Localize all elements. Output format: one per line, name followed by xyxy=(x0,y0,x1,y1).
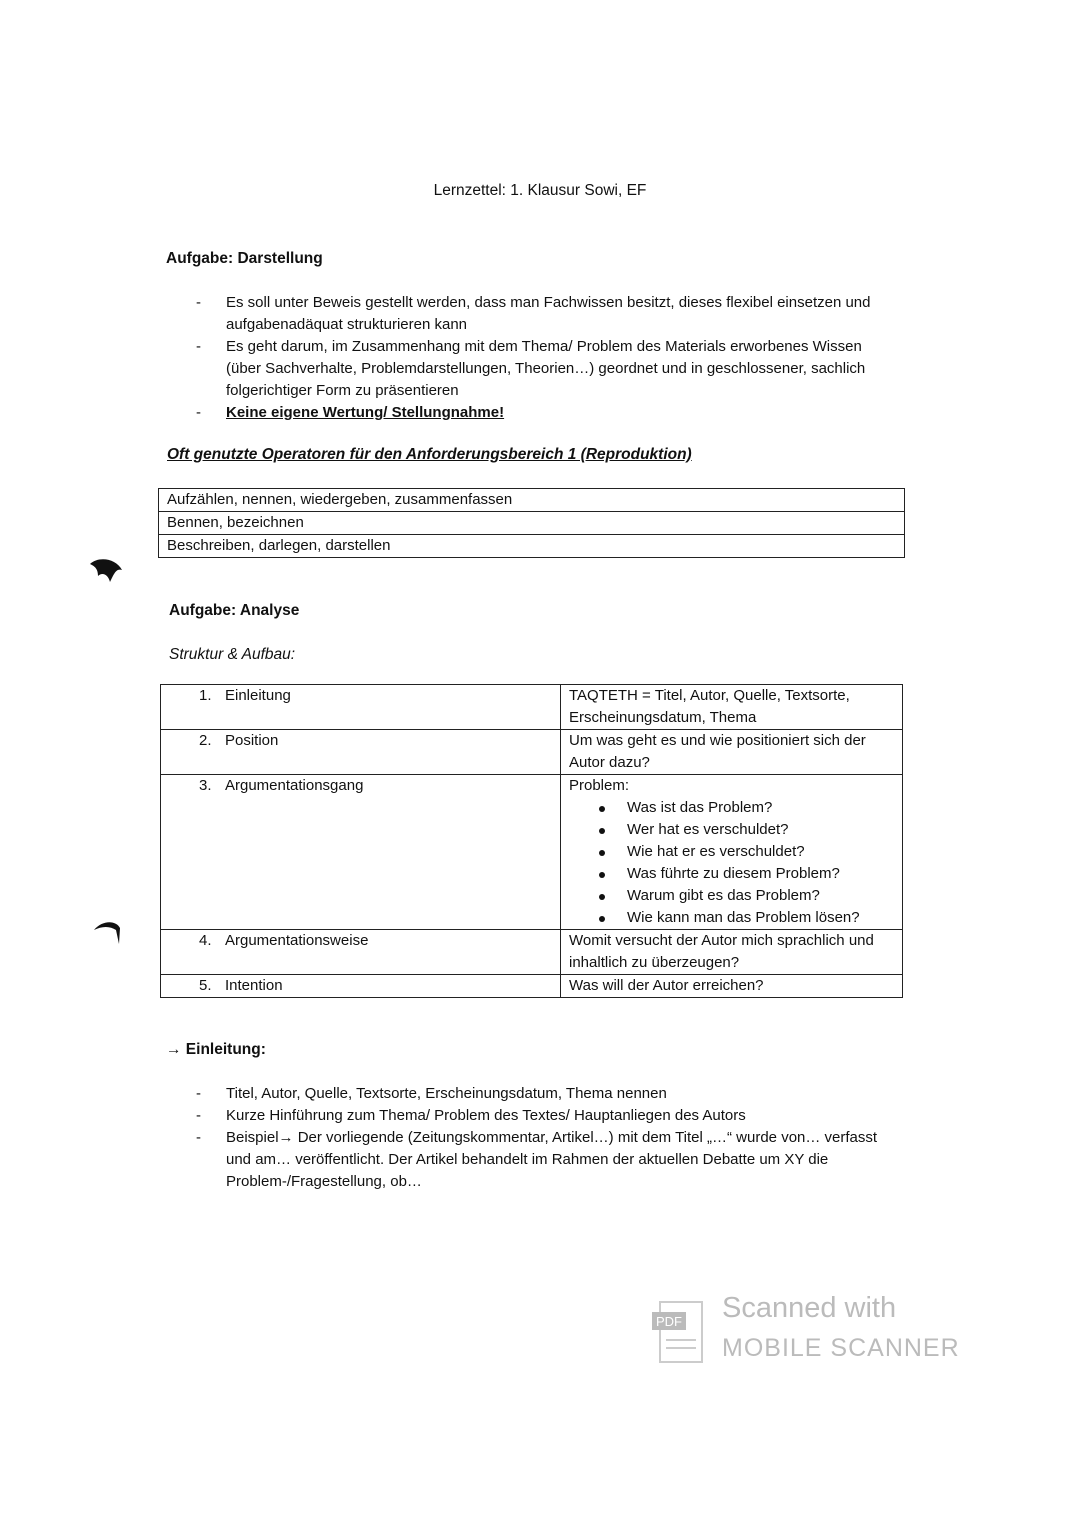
table-cell: Aufzählen, nennen, wiedergeben, zusammenfassen xyxy=(159,489,905,512)
table-row xyxy=(159,535,905,558)
problem-questions xyxy=(569,797,894,929)
row-number: 5. xyxy=(199,977,212,994)
watermark-line2: MOBILE SCANNER xyxy=(722,1334,960,1362)
structure-subheading: Struktur & Aufbau: xyxy=(169,646,296,663)
watermark-line1: Scanned with xyxy=(722,1292,897,1324)
table-cell: Bennen, bezeichnen xyxy=(159,512,905,535)
table-cell: Beschreiben, darlegen, darstellen xyxy=(159,535,905,558)
list-item: Was führte zu diesem Problem? xyxy=(595,863,894,885)
heading-analyse: Aufgabe: Analyse xyxy=(169,602,300,619)
table-row xyxy=(161,930,903,975)
pdf-document-icon xyxy=(652,1298,712,1368)
svg-text:PDF: PDF xyxy=(656,1314,682,1329)
row-description: Problem: xyxy=(569,777,630,794)
row-label: Argumentationsweise xyxy=(225,932,369,949)
table-row xyxy=(159,512,905,535)
handwritten-mark-icon xyxy=(92,918,124,946)
list-item: Was ist das Problem? xyxy=(595,797,894,819)
operators-heading: Oft genutzte Operatoren für den Anforderungsbereich 1 (Reproduktion) xyxy=(167,446,692,463)
list-item: Wie hat er es verschuldet? xyxy=(595,841,894,863)
list-item xyxy=(196,402,896,424)
list-item: - Kurze Hinführung zum Thema/ Problem des Textes/ Hauptanliegen des Autors xyxy=(196,1105,896,1127)
table-row xyxy=(161,685,903,730)
table-row xyxy=(161,775,903,930)
darstellung-list xyxy=(196,292,896,424)
list-item: - Beispiel→ Der vorliegende (Zeitungskommentar, Artikel…) mit dem Titel „…“ wurde von… verfasst und am… veröffentlicht. Der Artikel behandelt im Rahmen der aktuellen Debatte um XY die Problem-/Fragestellung, ob… xyxy=(196,1127,896,1193)
analysis-structure-table xyxy=(160,684,903,998)
document-title: Lernzettel: 1. Klausur Sowi, EF xyxy=(433,182,647,199)
list-item: Warum gibt es das Problem? xyxy=(595,885,894,907)
table-row xyxy=(161,730,903,775)
row-label: Intention xyxy=(225,977,283,994)
table-row xyxy=(159,489,905,512)
row-number: 1. xyxy=(199,687,212,704)
emphasis-text: Keine eigene Wertung/ Stellungnahme! xyxy=(226,404,505,421)
row-description: Um was geht es und wie positioniert sich der Autor dazu? xyxy=(561,730,903,775)
row-number: 3. xyxy=(199,777,212,794)
row-label: Position xyxy=(225,732,279,749)
heading-einleitung: → Einleitung: xyxy=(166,1041,266,1058)
einleitung-list xyxy=(196,1083,896,1193)
operators-table xyxy=(158,488,905,558)
list-item: - Es geht darum, im Zusammenhang mit dem Thema/ Problem des Materials erworbenes Wissen (über Sachverhalte, Problemdarstellungen, Theorien…) geordnet und in geschlossener, sachlich folgerichtiger Form zu präsentieren xyxy=(196,336,896,402)
row-description: TAQTETH = Titel, Autor, Quelle, Textsorte, Erscheinungsdatum, Thema xyxy=(561,685,903,730)
list-item: Wie kann man das Problem lösen? xyxy=(595,907,894,929)
row-label: Einleitung xyxy=(225,687,291,704)
handwritten-mark-icon xyxy=(86,556,126,586)
row-label: Argumentationsgang xyxy=(225,777,364,794)
list-item: Wer hat es verschuldet? xyxy=(595,819,894,841)
heading-darstellung: Aufgabe: Darstellung xyxy=(166,250,323,267)
row-description: Womit versucht der Autor mich sprachlich und inhaltlich zu überzeugen? xyxy=(561,930,903,975)
row-number: 4. xyxy=(199,932,212,949)
list-item: - Titel, Autor, Quelle, Textsorte, Erscheinungsdatum, Thema nennen xyxy=(196,1083,896,1105)
table-row xyxy=(161,975,903,998)
list-item: - Es soll unter Beweis gestellt werden, dass man Fachwissen besitzt, dieses flexibel einsetzen und aufgabenadäquat strukturieren kann xyxy=(196,292,896,336)
row-description: Was will der Autor erreichen? xyxy=(561,975,903,998)
row-number: 2. xyxy=(199,732,212,749)
